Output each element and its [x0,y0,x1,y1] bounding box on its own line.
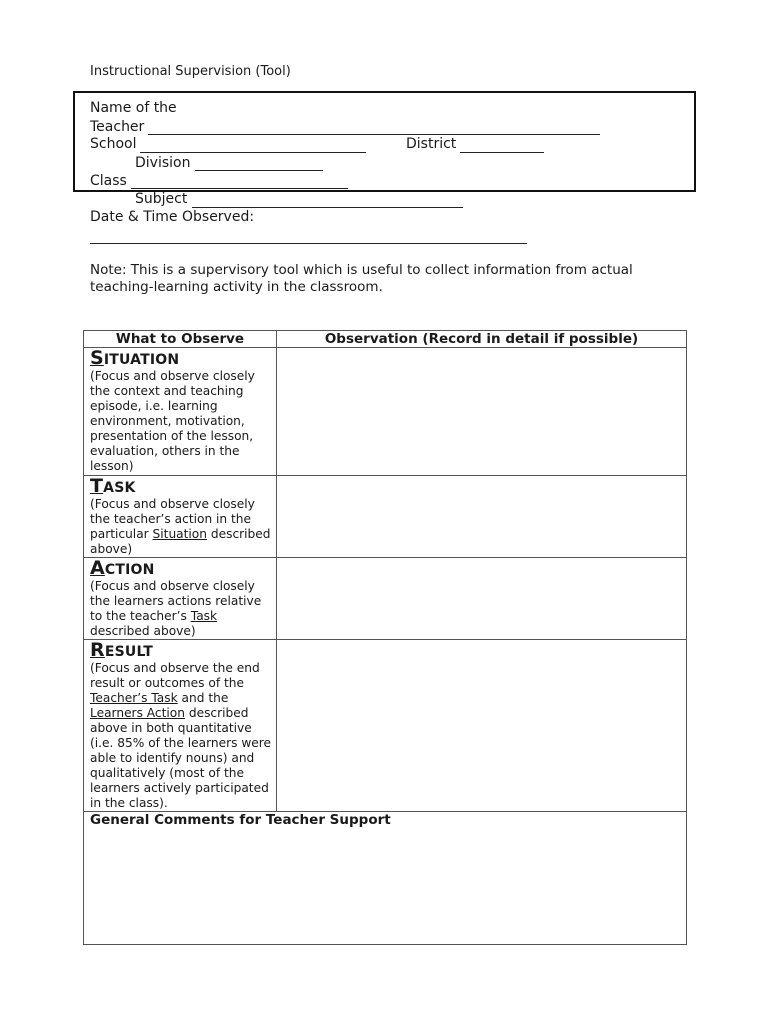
district-field[interactable] [460,152,544,153]
action-cell [84,558,277,640]
general-comments-field[interactable] [84,812,687,945]
col-header-observation: Observation (Record in detail if possible) [277,331,687,348]
date-time-field[interactable] [90,243,527,244]
teacher-name-field[interactable] [148,134,600,135]
division-label: Division [135,155,191,171]
situation-observation-field[interactable] [277,348,687,476]
class-field[interactable] [131,188,348,189]
action-description: (Focus and observe closely the learners actions relative to the teacher’s Task described above) [90,579,262,638]
general-comments-label: General Comments for Teacher Support [90,812,391,828]
result-observation-field[interactable] [277,640,687,812]
result-heading: RESULT [90,639,154,661]
action-observation-field[interactable] [277,558,687,640]
class-label: Class [90,173,127,189]
division-field[interactable] [195,170,323,171]
teacher-label-line1: Name of the [90,100,177,116]
situation-description: (Focus and observe closely the context and teaching episode, i.e. learning environment, motivation, presentation of the lesson, evaluation, others in the lesson) [90,369,255,473]
task-heading: TASK [90,475,136,497]
date-time-label: Date & Time Observed: [90,209,255,225]
note-text: Note: This is a supervisory tool which is useful to collect information from actual teaching-learning activity in the classroom. [90,262,633,295]
school-field[interactable] [140,152,366,153]
task-observation-field[interactable] [277,476,687,558]
document-title: Instructional Supervision (Tool) [90,64,291,79]
subject-label: Subject [135,191,188,207]
district-label: District [406,136,457,152]
result-description: (Focus and observe the end result or outcomes of the Teacher’s Task and the Learners Action described above in both quantitative (i.e. 85% of the learners were able to identify nouns) and qualitatively (most of the learners actively participated in the class). [90,661,272,810]
situation-cell [84,348,277,476]
action-heading: ACTION [90,557,155,579]
teacher-label: Teacher [90,119,145,135]
school-label: School [90,136,137,152]
observation-table [83,330,687,945]
situation-heading: SITUATION [90,347,180,369]
task-cell [84,476,277,558]
task-description: (Focus and observe closely the teacher’s action in the particular Situation described above) [90,497,271,556]
result-cell [84,640,277,812]
col-header-what-to-observe: What to Observe [84,331,277,348]
subject-field[interactable] [192,207,463,208]
